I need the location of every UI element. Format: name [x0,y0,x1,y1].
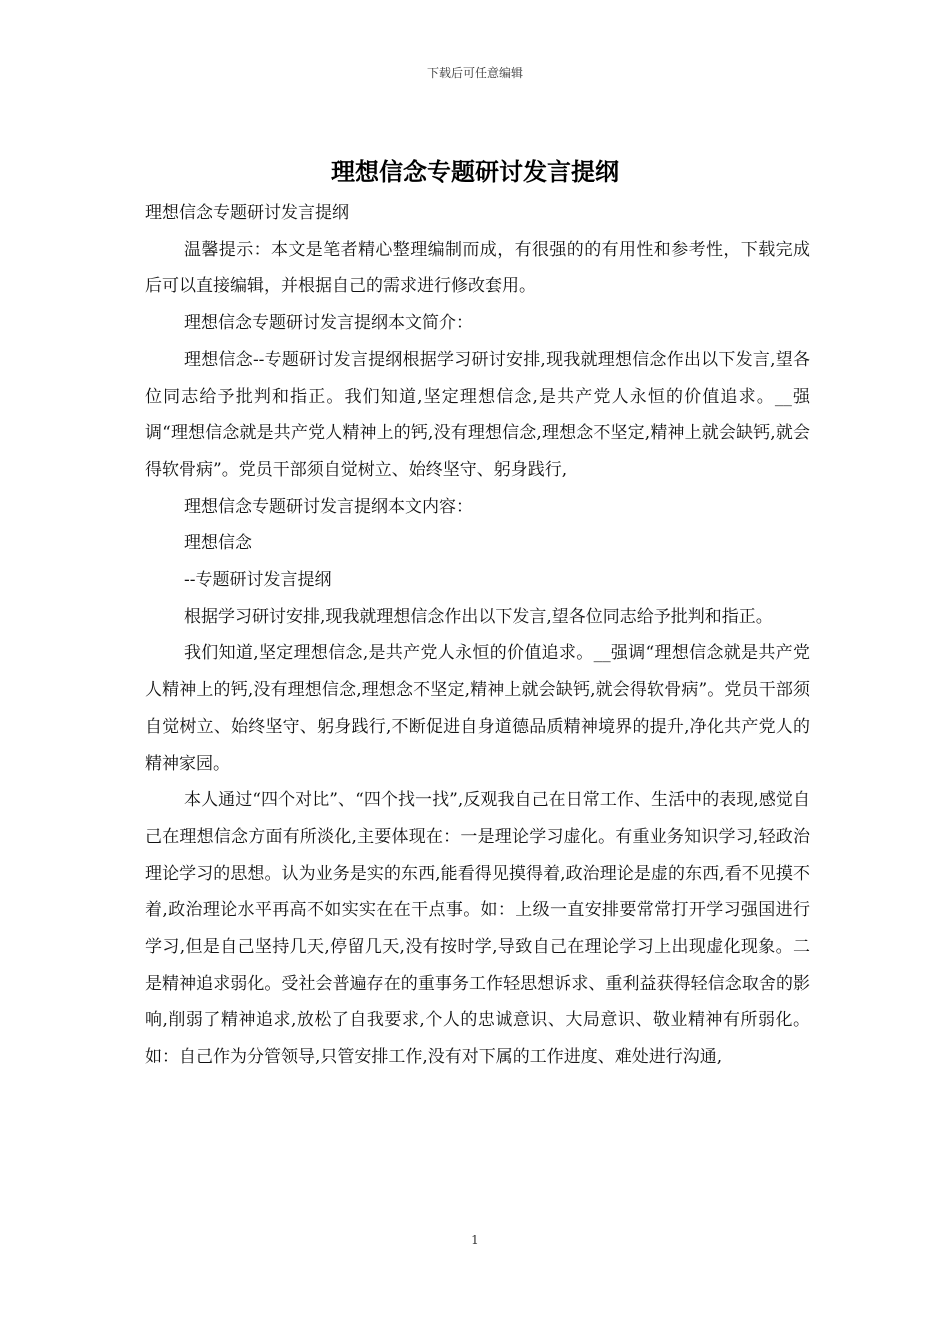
tip-paragraph: 温馨提示：本文是笔者精心整理编制而成，有很强的的有用性和参考性，下载完成后可以直接编辑，并根据自己的需求进行修改套用。 [145,239,810,297]
body-paragraph: 本人通过“四个对比”、“四个找一找”,反观我自己在日常工作、生活中的表现,感觉自己在理想信念方面有所淡化,主要体现在：一是理论学习虚化。有重业务知识学习,轻政治理论学习的思想。认为业务是实的东西,能看得见摸得着,政治理论是虚的东西,看不见摸不着,政治理论水平再高不如实实在在干点事。如：上级一直安排要常常打开学习强国进行学习,但是自己坚持几天,停留几天,没有按时学,导致自己在理论学习上出现虚化现象。二是精神追求弱化。受社会普遍存在的重事务工作轻思想诉求、重利益获得轻信念取舍的影响,削弱了精神追求,放松了自我要求,个人的忠诚意识、大局意识、敬业精神有所弱化。如：自己作为分管领导,只管安排工作,没有对下属的工作进度、难处进行沟通, [145,790,810,1068]
document-title: 理想信念专题研讨发言提纲 [331,157,619,186]
content-heading: 理想信念专题研讨发言提纲本文内容： [184,496,473,517]
content-title-line: 理想信念 [184,533,252,554]
subtitle-paragraph: 理想信念专题研讨发言提纲 [145,203,349,223]
document-body [145,195,810,1076]
body-paragraph: 根据学习研讨安排,现我就理想信念作出以下发言,望各位同志给予批判和指正。 [184,606,773,627]
summary-paragraph: 理想信念--专题研讨发言提纲根据学习研讨安排,现我就理想信念作出以下发言,望各位同志给予批判和指正。我们知道,坚定理想信念,是共产党人永恒的价值追求。__强调“理想信念就是共产党人精神上的钙,没有理想信念,理想念不坚定,精神上就会缺钙,就会得软骨病”。党员干部须自觉树立、始终坚守、躬身践行, [145,349,810,480]
body-paragraph: 我们知道,坚定理想信念,是共产党人永恒的价值追求。__强调“理想信念就是共产党人精神上的钙,没有理想信念,理想念不坚定,精神上就会缺钙,就会得软骨病”。党员干部须自觉树立、始终坚守、躬身践行,不断促进自身道德品质精神境界的提升,净化共产党人的精神家园。 [145,643,810,774]
page-header-note: 下载后可任意编辑 [426,66,523,80]
page-number: 1 [471,1233,479,1247]
content-subtitle-line: --专题研讨发言提纲 [184,570,332,591]
summary-heading: 理想信念专题研讨发言提纲本文简介： [184,313,473,334]
